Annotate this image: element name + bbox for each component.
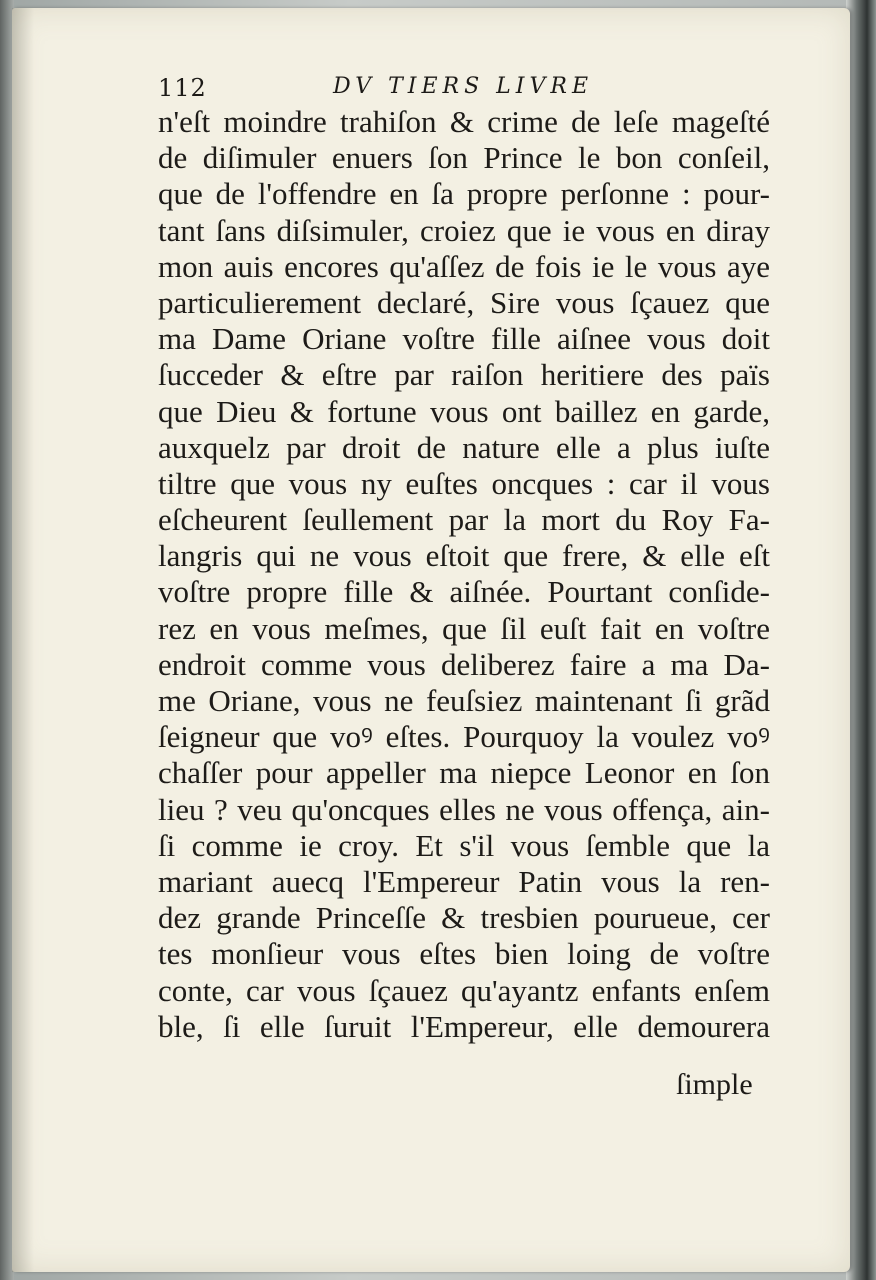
text-line: chaſſer pour appeller ma niepce Leonor en ſon xyxy=(158,755,770,791)
text-line: ma Dame Oriane voſtre fille aiſnee vous doit xyxy=(158,321,770,357)
page-number: 112 xyxy=(158,74,207,102)
text-line: voſtre propre fille & aiſnée. Pourtant conſide- xyxy=(158,574,770,610)
catchword: ſimple xyxy=(676,1068,753,1101)
text-line: me Oriane, vous ne feuſsiez maintenant ſi grãd xyxy=(158,683,770,718)
text-line: tes monſieur vous eſtes bien loing de voſtre xyxy=(158,936,770,972)
book-fore-edge-right xyxy=(846,0,876,1280)
text-line: mon auis encores qu'aſſez de fois ie le vous aye xyxy=(158,248,770,284)
running-head xyxy=(158,74,758,108)
text-line: eſcheurent ſeullement par la mort du Roy Fa- xyxy=(158,502,770,538)
text-line: dez grande Princeſſe & tresbien pourueue, cer xyxy=(158,900,770,936)
text-line: auxquelz par droit de nature elle a plus iuſte xyxy=(158,429,770,465)
body-text xyxy=(158,104,770,1045)
text-line: mariant auecq l'Empereur Patin vous la ren- xyxy=(158,863,770,899)
gutter-shadow xyxy=(12,8,34,1272)
running-title: DV TIERS LIVRE xyxy=(333,74,593,99)
text-line: endroit comme vous deliberez faire a ma Da- xyxy=(158,646,770,682)
text-line: de diſimuler enuers ſon Prince le bon conſeil, xyxy=(158,140,770,176)
text-line: tant ſans diſsimuler, croiez que ie vous en diray xyxy=(158,212,770,248)
text-line: tiltre que vous ny euſtes oncques : car il vous xyxy=(158,465,770,501)
text-line: que de l'offendre en ſa propre perſonne : pour- xyxy=(158,176,770,212)
text-line: rez en vous meſmes, que ſil euſt fait en voſtre xyxy=(158,610,770,646)
text-line: langris qui ne vous eſtoit que frere, & elle eſt xyxy=(158,538,770,574)
text-line: ſi comme ie croy. Et s'il vous ſemble que la xyxy=(158,827,770,863)
text-line: ble, ſi elle ſuruit l'Empereur, elle demourera xyxy=(158,1008,770,1044)
text-line: n'eſt moindre trahiſon & crime de leſe mageſté xyxy=(158,104,770,139)
text-line: que Dieu & fortune vous ont baillez en garde, xyxy=(158,393,770,429)
text-line: ſucceder & eſtre par raiſon heritiere des païs xyxy=(158,357,770,393)
text-line: lieu ? veu qu'oncques elles ne vous offença, ain- xyxy=(158,791,770,827)
text-line: conte, car vous ſçauez qu'ayantz enfants enſem xyxy=(158,972,770,1008)
text-line: particulierement declaré, Sire vous ſçauez que xyxy=(158,284,770,320)
text-line: ſeigneur que voꝰ eſtes. Pourquoy la voulez voꝰ xyxy=(158,719,770,755)
